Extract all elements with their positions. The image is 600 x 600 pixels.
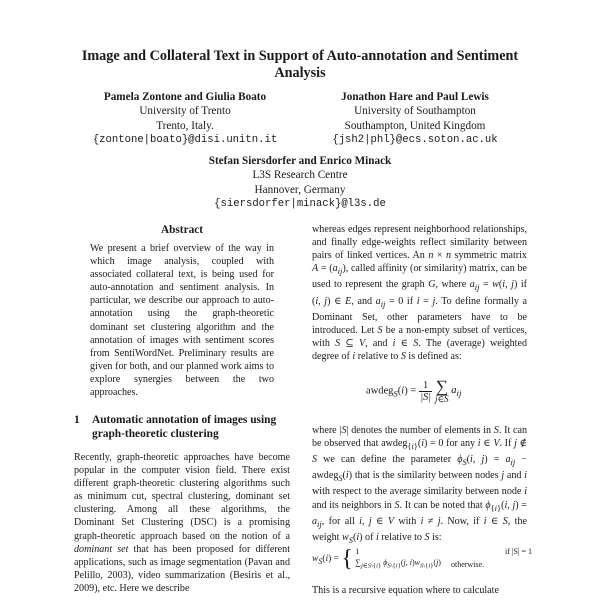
section-1-body: Recently, graph-theoretic approaches have become popular in the computer vision field. There exist different graph-theoretic clustering algorithms such as minimum cut, spectral clustering, dominant set clustering. Among all these algorithms, the Dominant Set Clustering (DSC) is a promising graph-theoretic approach based on the notion of a dominant set that has been proposed for different applications, such as image segmentation (Pavan and Pelillo, 2003), video summarization (Besiris et al., 2009), etc. Here we describe xyxy=(74,452,291,594)
case-1-condition: if |S| = 1 xyxy=(504,547,533,556)
paper-title xyxy=(60,48,540,82)
author-names-2: Jonathon Hare and Paul Lewis xyxy=(341,91,489,103)
author-names-3: Stefan Siersdorfer and Enrico Minack xyxy=(208,155,392,167)
author-email-1: {zontone|boato}@disi.unitn.it xyxy=(92,133,278,146)
dominant-set-emphasis: dominant set xyxy=(74,543,129,555)
author-names-1: Pamela Zontone and Giulia Boato xyxy=(103,91,267,103)
author-group-2 xyxy=(305,90,525,147)
case-2-condition: otherwise. xyxy=(450,559,485,569)
section-number: 1 xyxy=(74,414,80,426)
section-1-heading xyxy=(74,413,290,443)
awdeg-equation: awdeg$_S$(i) = $\frac{1}{|S|}$ ∑ j∈S $a_{ij}$ xyxy=(366,377,462,404)
section-title-line-1: Automatic annotation of images using xyxy=(92,414,277,426)
weight-cases: 1 if |S| = 1 $\sum_{j\in S\backslash\{i\}}$ $\phi_{S\backslash\{i\}}(j$, $i)w_{S\backslash\{i\}}(j)$ otherwise. xyxy=(355,546,536,572)
author-affiliation-1b: Trento, Italy. xyxy=(156,119,214,132)
author-group-3 xyxy=(180,154,420,211)
abstract-heading: Abstract xyxy=(160,224,204,236)
title-line-1: Image and Collateral Text in Support of Auto-annotation and Sentiment xyxy=(81,48,519,64)
author-group-1 xyxy=(80,90,290,147)
abstract-body: We present a brief overview of the way in which image analysis, coupled with associated collateral text, is being used for auto-annotation and sentiment analysis. In particular, we describe our approach to auto-annotation using the graph-theoretic dominant set clustering algorithm and the annotation of images with sentiment scores from SentiWordNet. Preliminary results are given for both, and our planned work aims to explore synergies between the two approaches. xyxy=(90,243,274,399)
author-affiliation-3a: L3S Research Centre xyxy=(252,169,348,182)
author-affiliation-3b: Hannover, Germany xyxy=(254,183,346,196)
right-paragraph-1: whereas edges represent neighborhood relationships, and finally edge-weights reflect similarity between pairs of linked vertices. An n × n symmetric matrix $A = (a_{ij})$, called affinity (or similarity) matrix, can be used to represent the graph G, where $a_{ij} = w(i$, j) if (i, j) ∈ E, and $a_{ij} = 0$ if i = j. To define formally a Dominant Set, other parameters have to be introduced. Let S be a non-empty subset of vertices, with S ⊆ V, and i ∈ S. The (average) weighted degree of i relative to S is defined as: xyxy=(312,224,528,362)
section-title-line-2: graph-theoretic clustering xyxy=(92,428,219,440)
author-email-3: {siersdorfer|minack}@l3s.de xyxy=(214,197,386,210)
author-email-2: {jsh2|phl}@ecs.soton.ac.uk xyxy=(332,133,498,146)
right-paragraph-3: This is a recursive equation where to calculate xyxy=(312,585,499,596)
right-paragraph-2: where |S| denotes the number of elements in S. It can be observed that awdeg$_{\{i\}}$(i) = 0 for any i ∈ V. If j ∉ S we can define the parameter $\phi_S(i$, $j) = a_{ij}$ − awdeg$_S$(i) that is the similarity between nodes j and i with respect to the average similarity between node i and its neighbors in S. It can be noted that $\phi_{\{i\}}(i$, $j) = a_{ij}$, for all i, j ∈ V with i ≠ j. Now, if i ∈ S, the weight $w_S(i)$ of i relative to S is: xyxy=(312,425,528,545)
weight-equation: $w_S(i)$ = { 1 if |S| = 1 $\sum_{j\in S\backslash\{i\}}$ $\phi_{S\backslash\{i\}}(j$, $i)w_{S\backslash\{i\}}(j)$ otherwise. xyxy=(312,546,536,572)
author-affiliation-2a: University of Southampton xyxy=(354,105,476,118)
author-affiliation-2b: Southampton, United Kingdom xyxy=(344,119,486,132)
author-affiliation-1a: University of Trento xyxy=(139,105,231,118)
title-line-2: Analysis xyxy=(274,65,326,81)
